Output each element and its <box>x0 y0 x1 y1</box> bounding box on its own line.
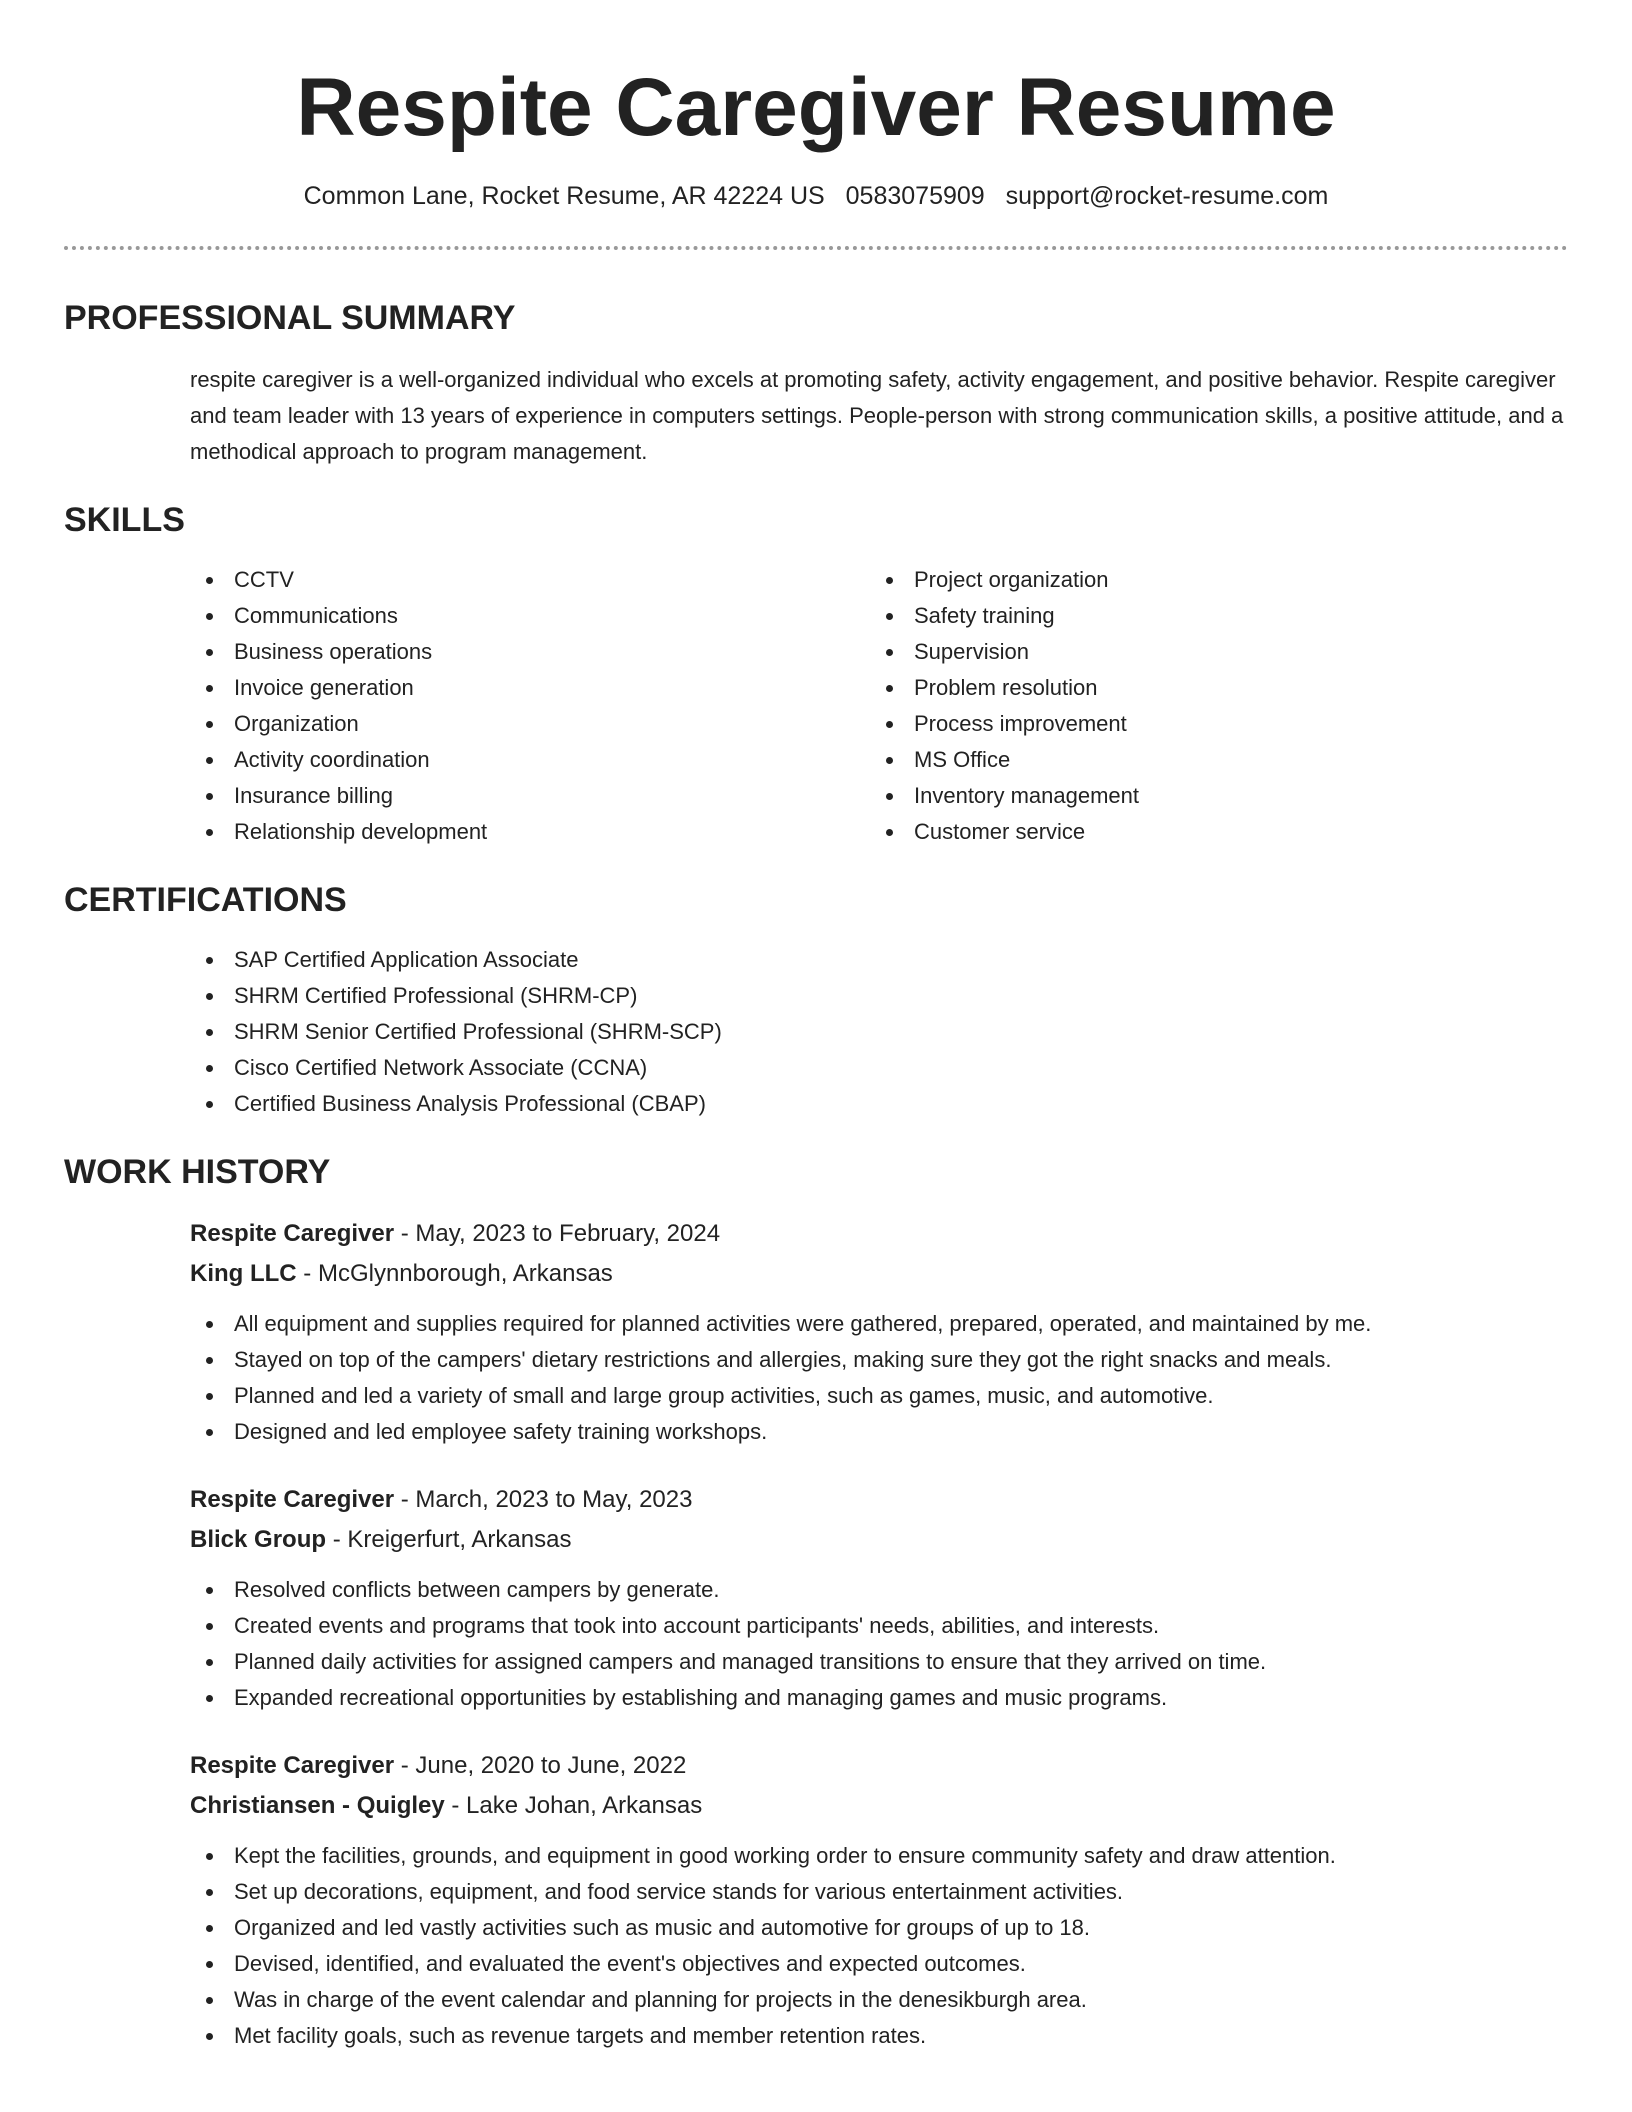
skill-item: Customer service <box>870 814 1550 850</box>
job-duty: Set up decorations, equipment, and food service stands for various entertainment activities. <box>190 1874 1568 1910</box>
certifications-heading: CERTIFICATIONS <box>64 881 347 919</box>
job-company: King LLC <box>190 1260 297 1287</box>
skill-item: Relationship development <box>190 814 870 850</box>
skill-item: Invoice generation <box>190 670 870 706</box>
job-company: Blick Group <box>190 1526 327 1553</box>
job-duty: Was in charge of the event calendar and planning for projects in the denesikburgh area. <box>190 1982 1568 2018</box>
job-location: - Lake Johan, Arkansas <box>444 1792 703 1819</box>
job-duty: Organized and led vastly activities such as music and automotive for groups of up to 18. <box>190 1910 1568 1946</box>
skill-item: Supervision <box>870 634 1550 670</box>
job-title-line <box>190 1214 1568 1254</box>
job-location: - McGlynnborough, Arkansas <box>296 1260 613 1287</box>
header-divider <box>64 246 1568 250</box>
skill-item: Insurance billing <box>190 778 870 814</box>
job-duties <box>190 1572 1568 1716</box>
skill-item: MS Office <box>870 742 1550 778</box>
summary-heading: PROFESSIONAL SUMMARY <box>64 299 516 337</box>
job-duty: Designed and led employee safety training workshops. <box>190 1414 1568 1450</box>
job-dates: - May, 2023 to February, 2024 <box>394 1220 721 1247</box>
job-duty: Devised, identified, and evaluated the event's objectives and expected outcomes. <box>190 1946 1568 1982</box>
certification-item: SHRM Certified Professional (SHRM-CP) <box>190 978 1568 1014</box>
job-duty: All equipment and supplies required for planned activities were gathered, prepared, operated, and maintained by me. <box>190 1306 1568 1342</box>
certification-item: Certified Business Analysis Professional (CBAP) <box>190 1086 1568 1122</box>
job-dates: - June, 2020 to June, 2022 <box>394 1752 687 1779</box>
contact-phone: 0583075909 <box>845 182 985 210</box>
job-duty: Expanded recreational opportunities by establishing and managing games and music programs. <box>190 1680 1568 1716</box>
skill-item: Problem resolution <box>870 670 1550 706</box>
job-dates: - March, 2023 to May, 2023 <box>394 1486 693 1513</box>
skill-item: Activity coordination <box>190 742 870 778</box>
job-location: - Kreigerfurt, Arkansas <box>326 1526 572 1553</box>
job-duty: Stayed on top of the campers' dietary restrictions and allergies, making sure they got the right snacks and meals. <box>190 1342 1568 1378</box>
job-duties <box>190 1838 1568 2054</box>
job-duty: Planned and led a variety of small and large group activities, such as games, music, and automotive. <box>190 1378 1568 1414</box>
job-duty: Met facility goals, such as revenue targets and member retention rates. <box>190 2018 1568 2054</box>
skill-item: Communications <box>190 598 870 634</box>
skill-item: Inventory management <box>870 778 1550 814</box>
skills-list <box>190 562 1568 850</box>
job-entry <box>190 1746 1568 2054</box>
certification-item: Cisco Certified Network Associate (CCNA) <box>190 1050 1568 1086</box>
job-title: Respite Caregiver <box>190 1486 395 1513</box>
job-entry <box>190 1214 1568 1450</box>
contact-line <box>64 178 1568 214</box>
job-title-line <box>190 1746 1568 1786</box>
skills-heading: SKILLS <box>64 501 185 539</box>
skill-item: Project organization <box>870 562 1550 598</box>
job-company-line <box>190 1520 1568 1560</box>
contact-address: Common Lane, Rocket Resume, AR 42224 US <box>303 182 825 210</box>
resume-title: Respite Caregiver Resume <box>296 62 1336 153</box>
skill-item: CCTV <box>190 562 870 598</box>
resume-page <box>64 0 1568 2054</box>
job-duties <box>190 1306 1568 1450</box>
job-title-line <box>190 1480 1568 1520</box>
certification-item: SAP Certified Application Associate <box>190 942 1568 978</box>
contact-email: support@rocket-resume.com <box>1005 182 1329 210</box>
job-company-line <box>190 1254 1568 1294</box>
job-entry <box>190 1480 1568 1716</box>
job-company-line <box>190 1786 1568 1826</box>
skill-item: Organization <box>190 706 870 742</box>
certifications-list <box>190 942 1568 1122</box>
skill-item: Safety training <box>870 598 1550 634</box>
job-duty: Planned daily activities for assigned campers and managed transitions to ensure that they arrived on time. <box>190 1644 1568 1680</box>
job-duty: Created events and programs that took into account participants' needs, abilities, and interests. <box>190 1608 1568 1644</box>
certification-item: SHRM Senior Certified Professional (SHRM-SCP) <box>190 1014 1568 1050</box>
job-title: Respite Caregiver <box>190 1752 395 1779</box>
job-company: Christiansen - Quigley <box>190 1792 445 1819</box>
job-title: Respite Caregiver <box>190 1220 395 1247</box>
work-history-heading: WORK HISTORY <box>64 1153 331 1191</box>
skills-column-left <box>190 562 870 850</box>
job-duty: Kept the facilities, grounds, and equipment in good working order to ensure community safety and draw attention. <box>190 1838 1568 1874</box>
skill-item: Business operations <box>190 634 870 670</box>
job-duty: Resolved conflicts between campers by generate. <box>190 1572 1568 1608</box>
summary-text: respite caregiver is a well-organized individual who excels at promoting safety, activity engagement, and positive behavior. Respite caregiver and team leader with 13 years of experience in computers settings. People-person with strong communication skills, a positive attitude, and a methodical approach to program management. <box>190 367 1564 464</box>
skills-column-right <box>870 562 1550 850</box>
skill-item: Process improvement <box>870 706 1550 742</box>
